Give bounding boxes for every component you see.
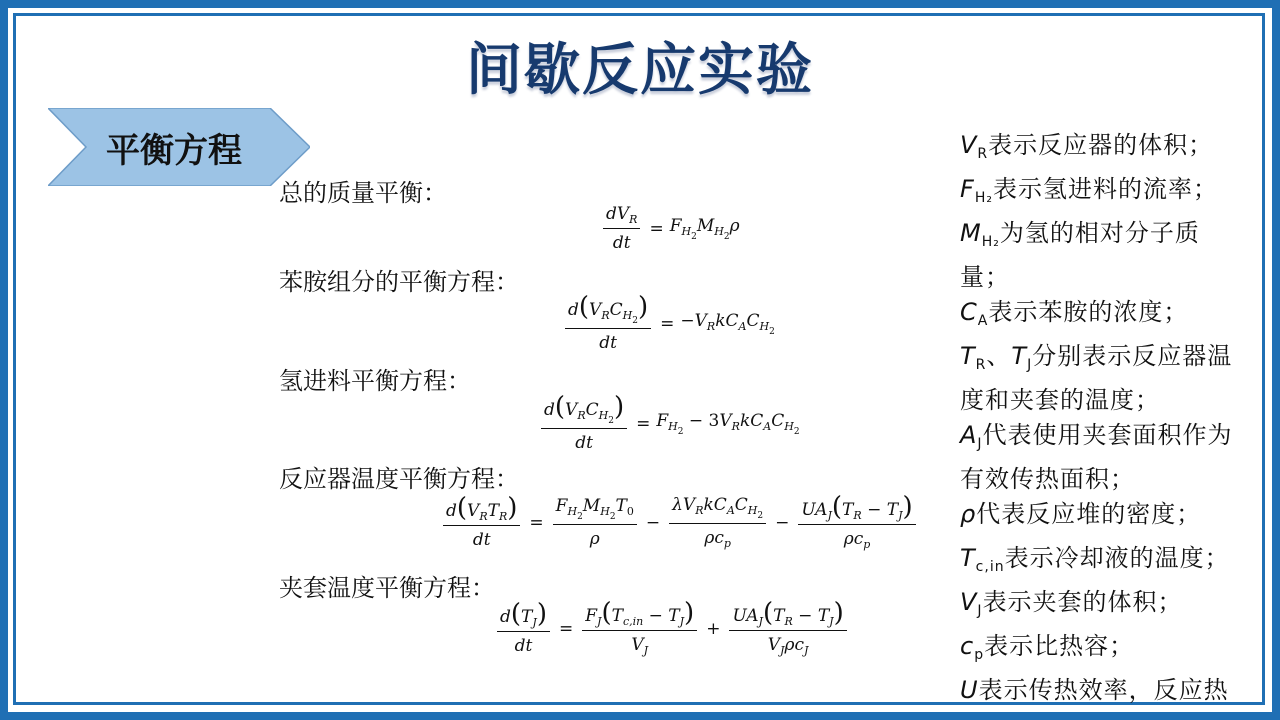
note-tr-tj: $T_R$、$T_J$分别表示反应器温度和夹套的温度； <box>960 342 1233 414</box>
equation-total-mass: $\frac{dV_R}{dt}$ = $F_{H_2}M_{H_2}\rho$ <box>600 204 740 253</box>
equation-aniline: $\frac{d(V_RC_{H_2})}{dt}$ = $-V_RkC_AC_{H_2}$ <box>562 294 775 353</box>
note-rho: ρ代表反应堆的密度； <box>960 500 1202 528</box>
equation-hydrogen: $\frac{d(V_RC_{H_2})}{dt}$ = $F_{H_2} - 3V_RkC_AC_{H_2}$ <box>538 394 800 453</box>
heading-total-mass: 总的质量平衡： <box>279 179 447 207</box>
note-fh2: $F_{H_2}$表示氢进料的流率； <box>960 175 1218 206</box>
note-cp: $c_p$表示比热容； <box>960 632 1135 663</box>
equation-jacket-temp: $\frac{d(T_J)}{dt}$ = $\frac{F_J(T_{c,in} - T_J)}{V_J}$ + $\frac{UA_J(T_R - T_J)}{V_J\rho c_J}$ <box>494 600 850 657</box>
page-title: 间歇反应实验 <box>466 37 814 103</box>
variable-notes <box>960 128 1240 717</box>
note-vr: $V_R$表示反应器的体积； <box>960 131 1214 162</box>
note-vj: $V_J$表示夹套的体积； <box>960 588 1183 619</box>
heading-hydrogen: 氢进料平衡方程： <box>279 367 471 395</box>
heading-reactor-temp: 反应器温度平衡方程： <box>279 465 519 493</box>
note-tcin: $T_{c,in}$表示冷却液的温度； <box>960 544 1230 575</box>
heading-aniline: 苯胺组分的平衡方程： <box>279 268 519 296</box>
note-ca: $C_A$表示苯胺的浓度； <box>960 298 1189 329</box>
section-label: 平衡方程 <box>106 130 242 171</box>
note-mh2: $M_{H_2}$为氢的相对分子质量； <box>960 219 1200 291</box>
equation-reactor-temp: $\frac{d(V_RT_R)}{dt}$ = $\frac{F_{H_2}M_{H_2}T_0}{\rho}$ − $\frac{\lambda V_RkC_AC_{H_2}}{\rho c_p}$ − $\frac{UA_J(T_R - T_J)}{\rho c_p}$ <box>440 494 919 551</box>
note-aj: $A_J$代表使用夹套面积作为有效传热面积； <box>960 421 1233 493</box>
note-u: U表示传热效率，反应热 <box>960 676 1229 704</box>
heading-jacket-temp: 夹套温度平衡方程： <box>279 574 495 602</box>
